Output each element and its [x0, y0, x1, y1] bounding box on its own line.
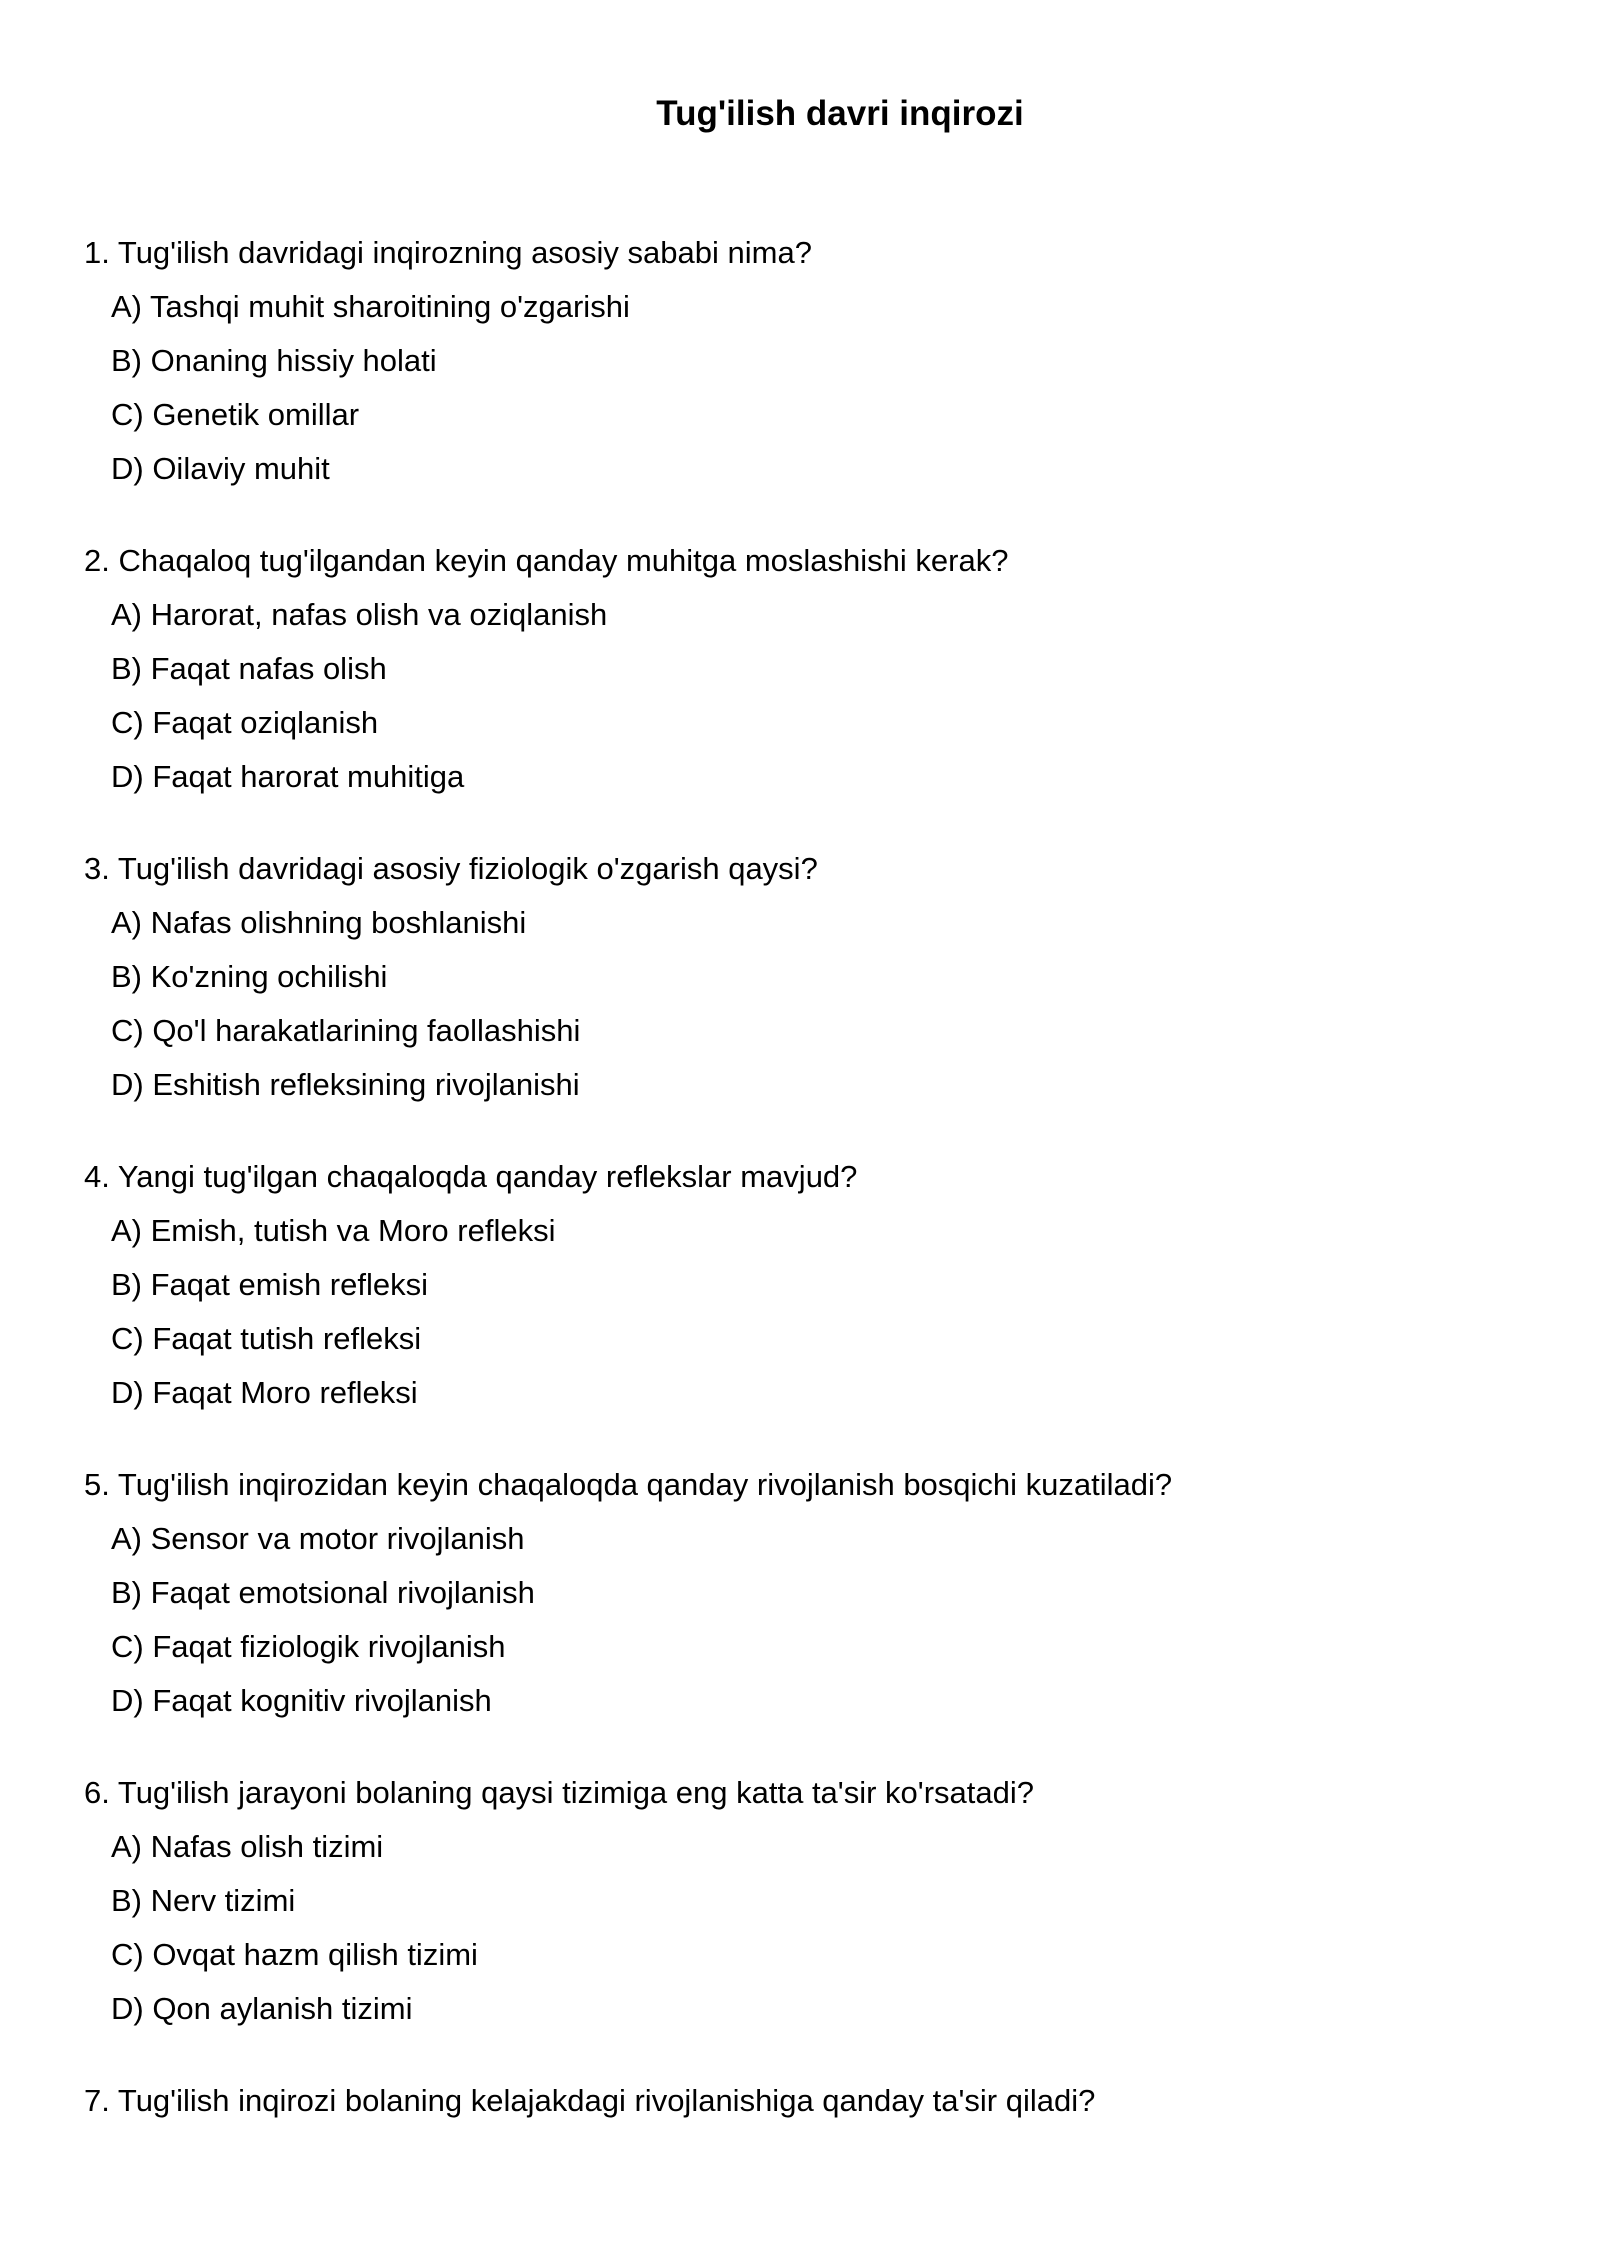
option-b: B) Ko'zning ochilishi: [111, 959, 388, 994]
question-2: [84, 542, 1544, 812]
option-c: C) Faqat tutish refleksi: [111, 1321, 422, 1356]
option-c: C) Ovqat hazm qilish tizimi: [111, 1937, 478, 1972]
question-7: [84, 2082, 1544, 2136]
question-1: [84, 234, 1544, 504]
option-b: B) Nerv tizimi: [111, 1883, 296, 1918]
page-title: Tug'ilish davri inqirozi: [656, 94, 1024, 133]
option-a: A) Sensor va motor rivojlanish: [111, 1521, 525, 1556]
option-d: D) Faqat kognitiv rivojlanish: [111, 1683, 492, 1718]
option-b: B) Faqat nafas olish: [111, 651, 387, 686]
answer-options: [84, 1520, 1544, 1736]
option-a: A) Tashqi muhit sharoitining o'zgarishi: [111, 289, 630, 324]
question-text: 5. Tug'ilish inqirozidan keyin chaqaloqda qanday rivojlanish bosqichi kuzatiladi?: [84, 1467, 1173, 1502]
option-c: C) Faqat oziqlanish: [111, 705, 379, 740]
answer-options: [84, 288, 1544, 504]
question-text: 6. Tug'ilish jarayoni bolaning qaysi tizimiga eng katta ta'sir ko'rsatadi?: [84, 1775, 1034, 1810]
option-c: C) Faqat fiziologik rivojlanish: [111, 1629, 506, 1664]
question-text: 3. Tug'ilish davridagi asosiy fiziologik o'zgarish qaysi?: [84, 851, 818, 886]
option-b: B) Faqat emotsional rivojlanish: [111, 1575, 535, 1610]
option-b: B) Onaning hissiy holati: [111, 343, 437, 378]
question-5: [84, 1466, 1544, 1736]
option-d: D) Qon aylanish tizimi: [111, 1991, 413, 2026]
question-text: 7. Tug'ilish inqirozi bolaning kelajakdagi rivojlanishiga qanday ta'sir qiladi?: [84, 2083, 1096, 2118]
option-a: A) Nafas olishning boshlanishi: [111, 905, 527, 940]
question-3: [84, 850, 1544, 1120]
question-list: [84, 234, 1544, 2174]
question-text: 2. Chaqaloq tug'ilgandan keyin qanday muhitga moslashishi kerak?: [84, 543, 1009, 578]
option-d: D) Faqat harorat muhitiga: [111, 759, 465, 794]
option-a: A) Harorat, nafas olish va oziqlanish: [111, 597, 608, 632]
option-a: A) Emish, tutish va Moro refleksi: [111, 1213, 556, 1248]
option-b: B) Faqat emish refleksi: [111, 1267, 428, 1302]
option-c: C) Qo'l harakatlarining faollashishi: [111, 1013, 581, 1048]
answer-options: [84, 596, 1544, 812]
answer-options: [84, 1828, 1544, 2044]
answer-options: [84, 1212, 1544, 1428]
option-d: D) Eshitish refleksining rivojlanishi: [111, 1067, 580, 1102]
question-text: 4. Yangi tug'ilgan chaqaloqda qanday reflekslar mavjud?: [84, 1159, 858, 1194]
answer-options: [84, 904, 1544, 1120]
question-4: [84, 1158, 1544, 1428]
question-text: 1. Tug'ilish davridagi inqirozning asosiy sababi nima?: [84, 235, 812, 270]
option-d: D) Oilaviy muhit: [111, 451, 330, 486]
question-6: [84, 1774, 1544, 2044]
option-c: C) Genetik omillar: [111, 397, 360, 432]
option-d: D) Faqat Moro refleksi: [111, 1375, 418, 1410]
option-a: A) Nafas olish tizimi: [111, 1829, 384, 1864]
